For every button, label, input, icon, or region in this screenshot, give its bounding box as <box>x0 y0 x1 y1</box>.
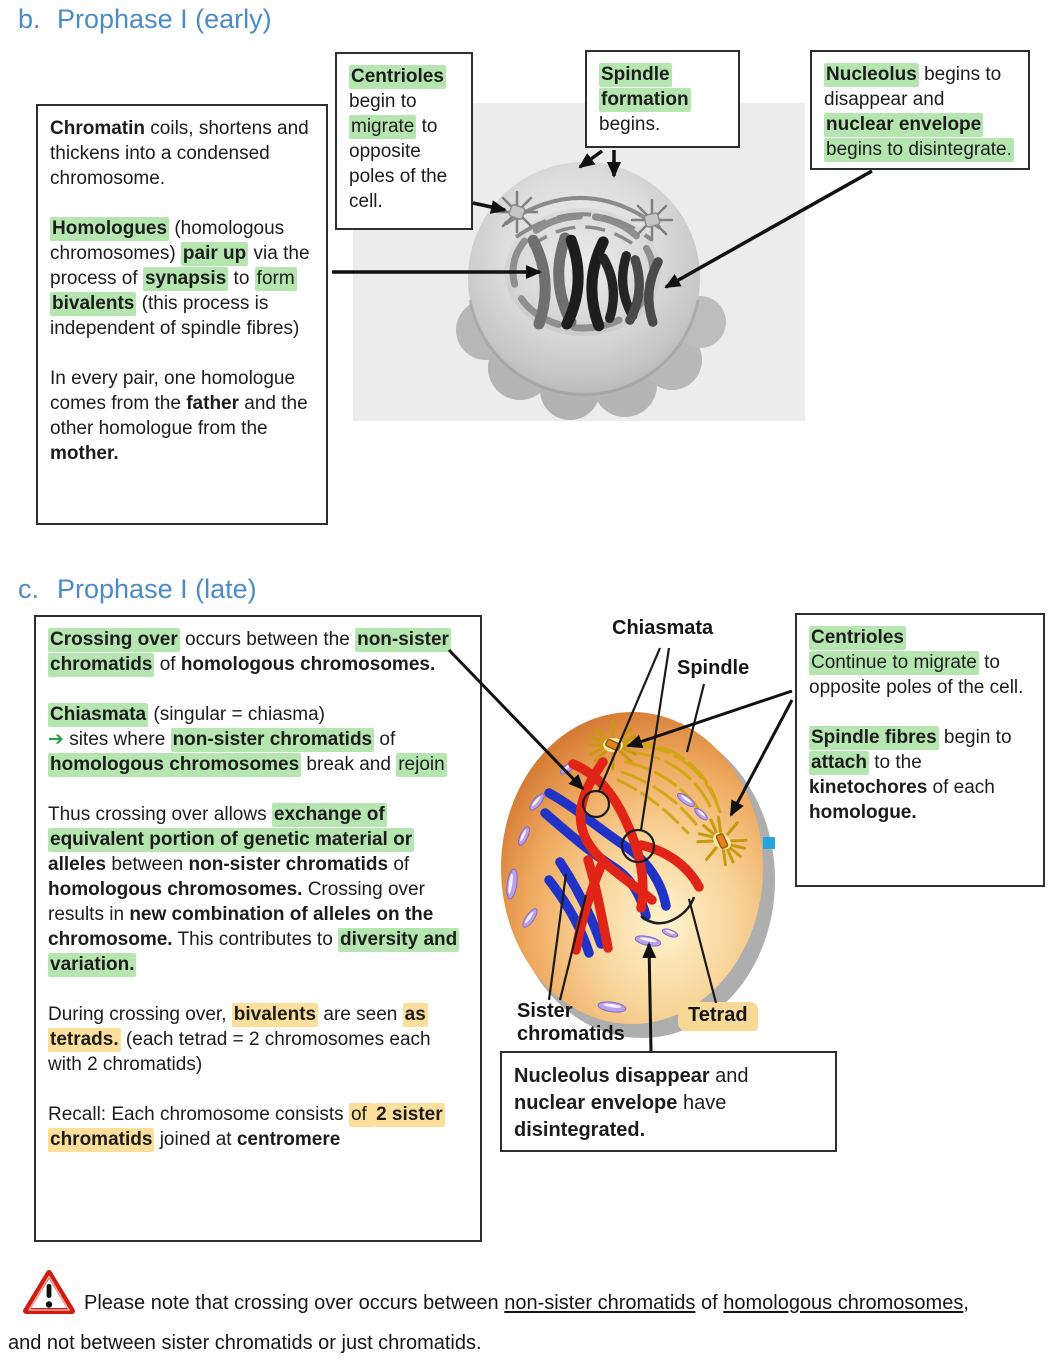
nucleolus-late-box <box>500 1051 837 1152</box>
chiasmata-sites: ➔ sites where non-sister chromatids of homologous chromosomes break and rejoin <box>48 729 445 775</box>
homologues-paragraph: Homologues (homologous chromosomes) pair up via the process of synapsis to form bivalents (this process is independent of spindle fibres) <box>50 218 310 339</box>
blue-square-marker <box>763 837 775 849</box>
spindle-formation-text: Spindle formation begins. <box>599 64 689 135</box>
crossing-over-paragraph: Crossing over occurs between the non-sister chromatids of homologous chromosomes. <box>50 629 449 675</box>
father-mother-paragraph: In every pair, one homologue comes from the father and the other homologue from the mother. <box>50 368 308 464</box>
section-c-title: Prophase I (late) <box>57 574 257 604</box>
spindle-fibres-text: Spindle fibres begin to attach to the kinetochores of each homologue. <box>809 727 1012 823</box>
spindle-formation-box <box>585 50 740 148</box>
late-aster-top <box>589 721 637 769</box>
centriole-aster-left <box>497 192 537 232</box>
recall-paragraph: Recall: Each chromosome consists of 2 sister chromatids joined at centromere <box>48 1104 443 1150</box>
late-cell-body <box>501 712 763 1024</box>
centrioles-late-title: Centrioles <box>811 627 904 648</box>
bivalents-tetrads-paragraph: During crossing over, bivalents are seen as tetrads. (each tetrad = 2 chromosomes each with 2 chromatids) <box>48 1004 431 1075</box>
section-c-prefix: c. <box>18 574 40 604</box>
centrioles-late-text: Continue to migrate to opposite poles of the cell. <box>809 652 1024 698</box>
chiasmata-definition: Chiasmata (singular = chiasma) <box>50 704 325 725</box>
nucleolus-early-box <box>810 50 1030 170</box>
spindle-label: Spindle <box>677 657 750 679</box>
exchange-paragraph: Thus crossing over allows exchange of equivalent portion of genetic material or alleles between non-sister chromatids of homologous chromosomes. Crossing over results in new combination of alleles on the chromosome. This contributes to diversity and variation. <box>48 804 458 975</box>
crossing-over-box <box>34 615 482 1242</box>
warning-triangle-icon <box>22 1268 76 1316</box>
section-b-title: Prophase I (early) <box>57 4 272 34</box>
footer-note-line-2: and not between sister chromatids or just chromatids. <box>8 1332 482 1354</box>
centrioles-early-box <box>335 52 473 230</box>
chromatin-paragraph: Chromatin coils, shortens and thickens into a condensed chromosome. <box>50 118 309 189</box>
chiasmata-label: Chiasmata <box>612 617 714 639</box>
section-b-prefix: b. <box>18 4 41 34</box>
centrioles-early-text: Centrioles begin to migrate to opposite poles of the cell. <box>349 66 448 212</box>
centriole-aster-right <box>632 200 672 240</box>
nucleolus-late-text: Nucleolus disappear and nuclear envelope have disintegrated. <box>514 1065 749 1141</box>
tetrad-label: Tetrad <box>678 1002 758 1031</box>
chromatin-text-box <box>36 104 328 525</box>
centrioles-late-box <box>795 613 1045 887</box>
nucleolus-early-text: Nucleolus begins to disappear and nuclear envelope begins to disintegrate. <box>824 64 1012 160</box>
footer-note-line-1: Please note that crossing over occurs between non-sister chromatids of homologous chromosomes, <box>84 1292 969 1314</box>
sister-chromatids-label: Sister chromatids <box>517 1000 625 1045</box>
